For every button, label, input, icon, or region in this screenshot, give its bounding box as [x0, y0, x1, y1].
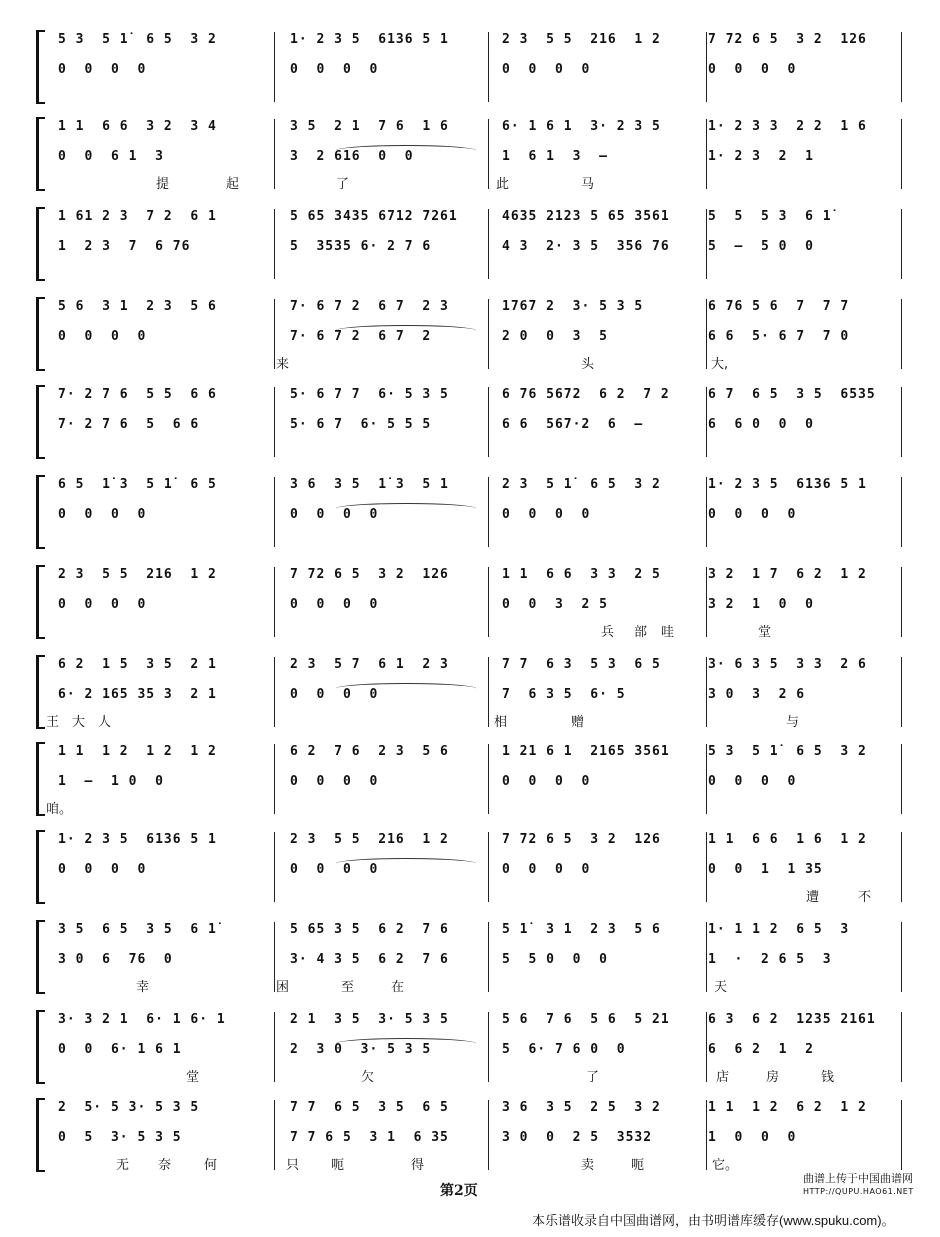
watermark-line2: HTTP://QUPU.HAO61.NET [803, 1187, 914, 1196]
measure: 7· 2 7 6 5 6 6 [58, 417, 200, 432]
measure: 1 1 1 2 1 2 1 2 [58, 744, 217, 759]
measure: 0 0 6 1 3 [58, 149, 164, 164]
lyric-syllable: 钱 [821, 1070, 835, 1085]
melody-staff [58, 1012, 896, 1032]
system-bracket [36, 385, 45, 459]
measure: 5 6 3 1 2 3 5 6 [58, 299, 217, 314]
system-bracket [36, 30, 45, 104]
lyrics-line [36, 798, 902, 816]
measure: 3 5 2 1 7 6 1 6 [290, 119, 449, 134]
measure: 1 — 1 0 0 [58, 774, 164, 789]
measure: 0 0 1 1 35 [708, 862, 823, 877]
measure: 2 3 0 3· 5 3 5 [290, 1042, 432, 1057]
measure: 0 0 0 0 [290, 862, 379, 877]
measure: 0 5 3· 5 3 5 [58, 1130, 182, 1145]
score-system [36, 475, 902, 549]
vocal-staff [58, 1130, 896, 1150]
vocal-staff [58, 507, 896, 527]
measure: 2 0 0 3 5 [502, 329, 608, 344]
measure: 1 61 2 3 7 2 6 1 [58, 209, 217, 224]
vocal-staff [58, 687, 896, 707]
score-system [36, 1010, 902, 1084]
measure: 5 6 7 6 5 6 5 21 [502, 1012, 670, 1027]
measure: 2 3 5 7 6 1 2 3 [290, 657, 449, 672]
measure: 6 6 0 0 0 [708, 417, 814, 432]
lyric-syllable: 幸 [136, 980, 150, 995]
measure: 1 1 6 6 3 2 3 4 [58, 119, 217, 134]
measure: 7· 6 7 2 6 7 2 [290, 329, 432, 344]
measure: 5 65 3435 6712 7261 [290, 209, 458, 224]
lyric-syllable: 起 [226, 177, 240, 192]
measure: 0 0 3 2 5 [502, 597, 608, 612]
lyric-syllable: 房 [766, 1070, 780, 1085]
melody-staff [58, 1100, 896, 1120]
lyric-syllable: 大 [72, 715, 86, 730]
measure: 5 3535 6· 2 7 6 [290, 239, 432, 254]
measure: 3 6 3 5 2 5 3 2 [502, 1100, 661, 1115]
vocal-staff [58, 417, 896, 437]
measure: 7 72 6 5 3 2 126 [290, 567, 449, 582]
measure: 1· 2 3 5 6136 5 1 [58, 832, 217, 847]
measure: 5· 6 7 6· 5 5 5 [290, 417, 432, 432]
lyric-syllable: 天 [714, 980, 728, 995]
melody-staff [58, 744, 896, 764]
measure: 6· 1 6 1 3· 2 3 5 [502, 119, 661, 134]
measure: 7 72 6 5 3 2 126 [502, 832, 661, 847]
measure: 2 3 5 5 216 1 2 [58, 567, 217, 582]
source-note: 本乐谱收录自中国曲谱网，由书明谱库缓存(www.spuku.com)。 [532, 1213, 895, 1228]
measure: 0 0 0 0 [502, 774, 591, 789]
lyric-syllable: 马 [581, 177, 595, 192]
lyric-syllable: 哇 [661, 625, 675, 640]
lyrics-line [36, 976, 902, 994]
melody-staff [58, 32, 896, 52]
score-system [36, 1098, 902, 1172]
measure: 0 0 6· 1 6 1 [58, 1042, 182, 1057]
lyrics-line [36, 353, 902, 371]
vocal-staff [58, 1042, 896, 1062]
lyric-syllable: 呃 [631, 1158, 645, 1173]
lyrics-line [36, 621, 902, 639]
measure: 6 2 7 6 2 3 5 6 [290, 744, 449, 759]
measure: 1 1 6 6 3 3 2 5 [502, 567, 661, 582]
score-system [36, 385, 902, 459]
measure: 7 7 6 5 3 5 6 5 [290, 1100, 449, 1115]
measure: 0 0 0 0 [58, 62, 147, 77]
measure: 0 0 0 0 [290, 687, 379, 702]
measure: 2 3 5 1̇ 6 5 3 2 [502, 477, 661, 492]
lyric-syllable: 赠 [571, 715, 585, 730]
measure: 0 0 0 0 [708, 507, 797, 522]
measure: 1· 2 3 5 6136 5 1 [708, 477, 867, 492]
measure: 5 3 5 1̇ 6 5 3 2 [58, 32, 217, 47]
lyric-syllable: 在 [391, 980, 405, 995]
lyric-syllable: 遭 [806, 890, 820, 905]
score-system [36, 117, 902, 191]
vocal-staff [58, 239, 896, 259]
lyrics-line [36, 173, 902, 191]
vocal-staff [58, 862, 896, 882]
measure: 0 0 0 0 [290, 62, 379, 77]
score-system [36, 565, 902, 639]
melody-staff [58, 657, 896, 677]
vocal-staff [58, 952, 896, 972]
lyric-syllable: 得 [411, 1158, 425, 1173]
measure: 0 0 0 0 [58, 507, 147, 522]
measure: 7· 2 7 6 5 5 6 6 [58, 387, 217, 402]
measure: 5 65 3 5 6 2 7 6 [290, 922, 449, 937]
lyric-syllable: 人 [98, 715, 112, 730]
measure: 3 0 3 2 6 [708, 687, 806, 702]
score-system [36, 655, 902, 729]
measure: 2 1 3 5 3· 5 3 5 [290, 1012, 449, 1027]
lyric-syllable: 至 [341, 980, 355, 995]
lyric-syllable: 欠 [361, 1070, 375, 1085]
score-system [36, 920, 902, 994]
measure: 0 0 0 0 [58, 862, 147, 877]
lyrics-line [36, 711, 902, 729]
measure: 2 5· 5 3· 5 3 5 [58, 1100, 200, 1115]
score-system [36, 207, 902, 281]
measure: 0 0 0 0 [290, 507, 379, 522]
measure: 0 0 0 0 [290, 597, 379, 612]
measure: 3· 4 3 5 6 2 7 6 [290, 952, 449, 967]
melody-staff [58, 387, 896, 407]
measure: 6 76 5 6 7 7 7 [708, 299, 850, 314]
measure: 4635 2123 5 65 3561 [502, 209, 670, 224]
lyric-syllable: 奈 [158, 1158, 172, 1173]
measure: 7· 6 7 2 6 7 2 3 [290, 299, 449, 314]
melody-staff [58, 119, 896, 139]
measure: 3 2 616 0 0 [290, 149, 414, 164]
lyric-syllable: 咱。 [46, 802, 73, 817]
lyrics-line [36, 1066, 902, 1084]
slur [336, 1038, 476, 1049]
measure: 1767 2 3· 5 3 5 [502, 299, 644, 314]
melody-staff [58, 299, 896, 319]
lyrics-line [36, 1154, 902, 1172]
measure: 0 0 0 0 [58, 329, 147, 344]
score-system [36, 297, 902, 371]
measure: 1· 2 3 5 6136 5 1 [290, 32, 449, 47]
measure: 3 0 6 76 0 [58, 952, 173, 967]
lyric-syllable: 来 [276, 357, 290, 372]
measure: 2 3 5 5 216 1 2 [290, 832, 449, 847]
measure: 0 0 0 0 [502, 862, 591, 877]
measure: 7 72 6 5 3 2 126 [708, 32, 867, 47]
measure: 1 21 6 1 2165 3561 [502, 744, 670, 759]
lyric-syllable: 了 [586, 1070, 600, 1085]
system-bracket [36, 207, 45, 281]
page-number: 第2页 [440, 1183, 478, 1199]
measure: 5 5 0 0 0 [502, 952, 608, 967]
lyric-syllable: 卖 [581, 1158, 595, 1173]
measure: 6 6 5· 6 7 7 0 [708, 329, 850, 344]
score-system [36, 830, 902, 904]
measure: 5 3 5 1̇ 6 5 3 2 [708, 744, 867, 759]
measure: 1 1 6 6 1 6 1 2 [708, 832, 867, 847]
vocal-staff [58, 329, 896, 349]
lyrics-line [36, 886, 902, 904]
melody-staff [58, 832, 896, 852]
measure: 6 6 567·2 6 — [502, 417, 644, 432]
lyric-syllable: 只 [286, 1158, 300, 1173]
score-system [36, 30, 902, 104]
measure: 0 0 0 0 [708, 62, 797, 77]
lyric-syllable: 了 [336, 177, 350, 192]
measure: 3· 3 2 1 6· 1 6· 1 [58, 1012, 226, 1027]
lyric-syllable: 王 [46, 715, 60, 730]
measure: 7 7 6 3 5 3 6 5 [502, 657, 661, 672]
measure: 5 — 5 0 0 [708, 239, 814, 254]
measure: 3 0 0 2 5 3532 [502, 1130, 653, 1145]
measure: 0 0 0 0 [502, 62, 591, 77]
lyric-syllable: 店 [716, 1070, 730, 1085]
lyric-syllable: 与 [786, 715, 800, 730]
measure: 1 0 0 0 [708, 1130, 797, 1145]
lyric-syllable: 它。 [712, 1158, 739, 1173]
measure: 6 5 1̇ 3 5 1̇ 6 5 [58, 477, 217, 492]
lyric-syllable: 堂 [758, 625, 772, 640]
measure: 1· 2 3 2 1 [708, 149, 814, 164]
lyric-syllable: 相 [494, 715, 508, 730]
measure: 1· 1 1 2 6 5 3 [708, 922, 850, 937]
measure: 5 5 5 3 6 1̇ [708, 209, 832, 224]
vocal-staff [58, 149, 896, 169]
slur [336, 858, 476, 869]
measure: 6· 2 165 35 3 2 1 [58, 687, 217, 702]
melody-staff [58, 477, 896, 497]
measure: 3 2 1 7 6 2 1 2 [708, 567, 867, 582]
lyric-syllable: 此 [496, 177, 510, 192]
measure: 3 6 3 5 1̇ 3 5 1 [290, 477, 449, 492]
vocal-staff [58, 62, 896, 82]
vocal-staff [58, 774, 896, 794]
lyric-syllable: 提 [156, 177, 170, 192]
measure: 6 76 5672 6 2 7 2 [502, 387, 670, 402]
lyric-syllable: 堂 [186, 1070, 200, 1085]
slur [336, 503, 476, 514]
lyric-syllable: 不 [858, 890, 872, 905]
lyric-syllable: 无 [116, 1158, 130, 1173]
lyric-syllable: 兵 [601, 625, 615, 640]
measure: 0 0 0 0 [290, 774, 379, 789]
measure: 3 5 6 5 3 5 6 1̇ [58, 922, 217, 937]
melody-staff [58, 922, 896, 942]
melody-staff [58, 567, 896, 587]
lyric-syllable: 头 [581, 357, 595, 372]
watermark [803, 1172, 914, 1198]
system-bracket [36, 475, 45, 549]
measure: 1 1 1 2 6 2 1 2 [708, 1100, 867, 1115]
measure: 5 1̇ 3 1 2 3 5 6 [502, 922, 661, 937]
measure: 6 6 2 1 2 [708, 1042, 814, 1057]
lyric-syllable: 困 [276, 980, 290, 995]
lyric-syllable: 大, [711, 357, 729, 372]
measure: 7 7 6 5 3 1 6 35 [290, 1130, 449, 1145]
measure: 6 3 6 2 1235 2161 [708, 1012, 876, 1027]
measure: 5 6· 7 6 0 0 [502, 1042, 626, 1057]
slur [336, 145, 476, 156]
measure: 1 2 3 7 6 76 [58, 239, 191, 254]
score-system [36, 742, 902, 816]
measure: 7 6 3 5 6· 5 [502, 687, 626, 702]
measure: 4 3 2· 3 5 356 76 [502, 239, 670, 254]
measure: 1 6 1 3 — [502, 149, 608, 164]
measure: 1· 2 3 3 2 2 1 6 [708, 119, 867, 134]
measure: 1 · 2 6 5 3 [708, 952, 832, 967]
melody-staff [58, 209, 896, 229]
slur [336, 683, 476, 694]
lyric-syllable: 何 [204, 1158, 218, 1173]
lyric-syllable: 呃 [331, 1158, 345, 1173]
watermark-line1: 曲谱上传于中国曲谱网 [803, 1172, 913, 1185]
measure: 3· 6 3 5 3 3 2 6 [708, 657, 867, 672]
measure: 6 7 6 5 3 5 6535 [708, 387, 876, 402]
slur [336, 325, 476, 336]
measure: 2 3 5 5 216 1 2 [502, 32, 661, 47]
measure: 0 0 0 0 [502, 507, 591, 522]
measure: 6 2 1 5 3 5 2 1 [58, 657, 217, 672]
measure: 0 0 0 0 [708, 774, 797, 789]
measure: 3 2 1 0 0 [708, 597, 814, 612]
measure: 5· 6 7 7 6· 5 3 5 [290, 387, 449, 402]
lyric-syllable: 部 [634, 625, 648, 640]
measure: 0 0 0 0 [58, 597, 147, 612]
vocal-staff [58, 597, 896, 617]
